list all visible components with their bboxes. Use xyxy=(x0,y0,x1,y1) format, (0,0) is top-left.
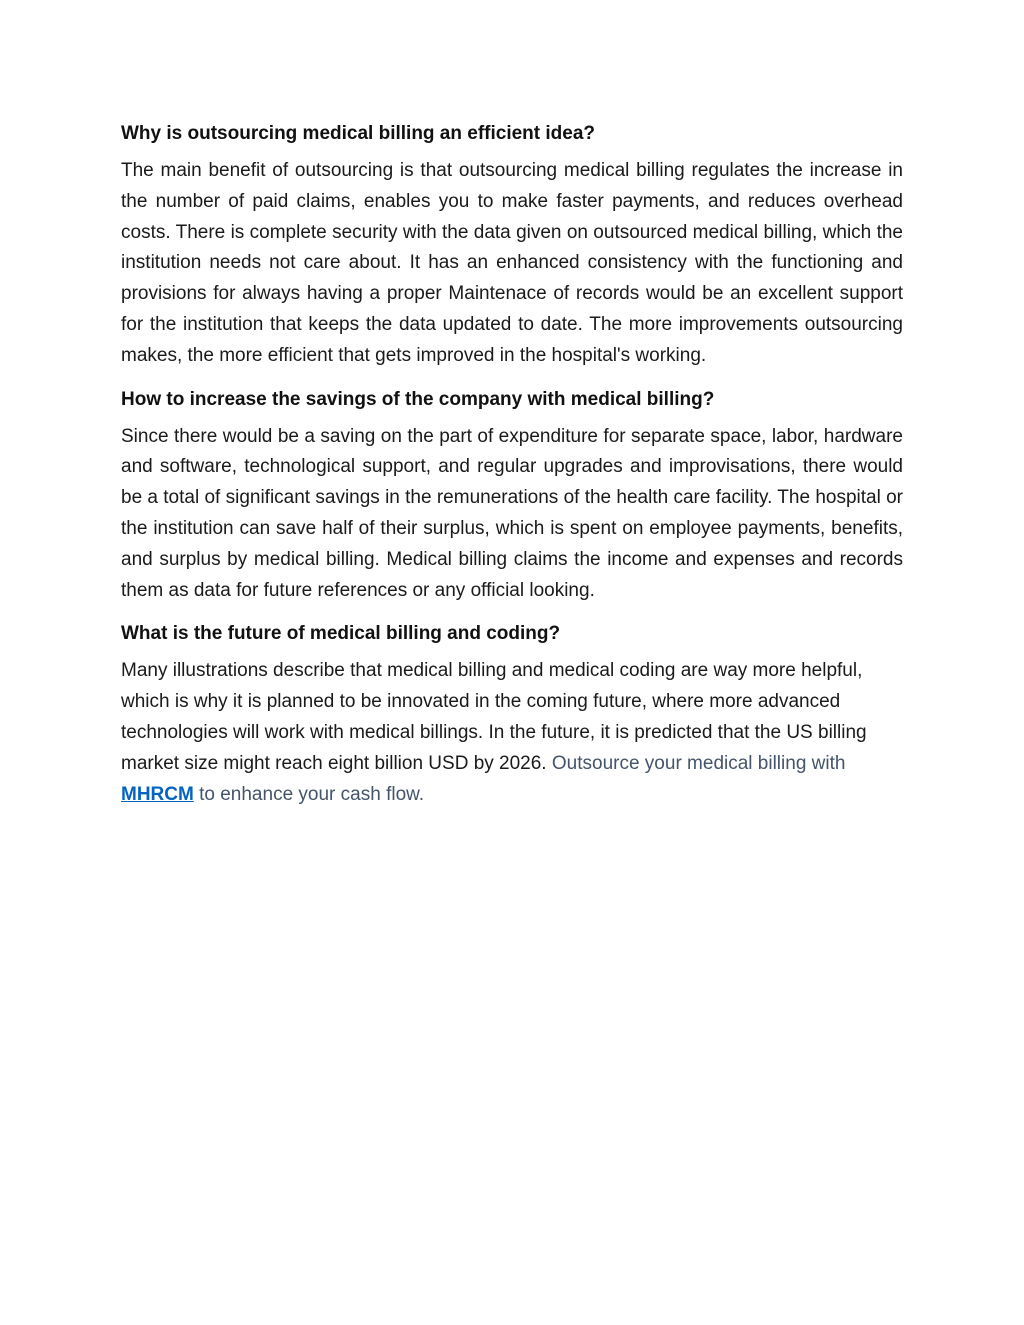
mhrcm-link[interactable]: MHRCM xyxy=(121,783,194,805)
cta-prefix: Outsource your medical billing with xyxy=(551,752,846,774)
document-page xyxy=(121,118,903,822)
future-billing-body-text: Many illustrations describe that medical billing and medical coding are way more helpful, which is why it is planned to be innovated in the coming future, where more advanced technologies will work with medical billings. In the future, it is predicted that the US billing market size might reach eight billion USD by 2026. xyxy=(121,660,867,774)
section-heading-increase-savings: How to increase the savings of the company with medical billing? xyxy=(121,388,715,410)
section-heading-future-billing: What is the future of medical billing and coding? xyxy=(121,623,561,645)
cta-suffix: to enhance your cash flow. xyxy=(193,783,425,805)
section-heading-outsourcing-efficiency: Why is outsourcing medical billing an efficient idea? xyxy=(121,123,596,144)
section-body-future-billing xyxy=(121,656,903,810)
section-body-outsourcing-efficiency: The main benefit of outsourcing is that outsourcing medical billing regulates the increase in the number of paid claims, enables you to make faster payments, and reduces overhead costs. There is complete security with the data given on outsourced medical billing, which the institution needs not care about. It has an enhanced consistency with the functioning and provisions for always having a proper Maintenace of records would be an excellent support for the institution that keeps the data updated to date. The more improvements outsourcing makes, the more efficient that gets improved in the hospital's working. xyxy=(121,160,903,366)
section-body-increase-savings: Since there would be a saving on the part of expenditure for separate space, labor, hardware and software, technological support, and regular upgrades and improvisations, there would be a total of significant savings in the remunerations of the health care facility. The hospital or the institution can save half of their surplus, which is spent on employee payments, benefits, and surplus by medical billing. Medical billing claims the income and expenses and records them as data for future references or any official looking. xyxy=(121,425,903,601)
